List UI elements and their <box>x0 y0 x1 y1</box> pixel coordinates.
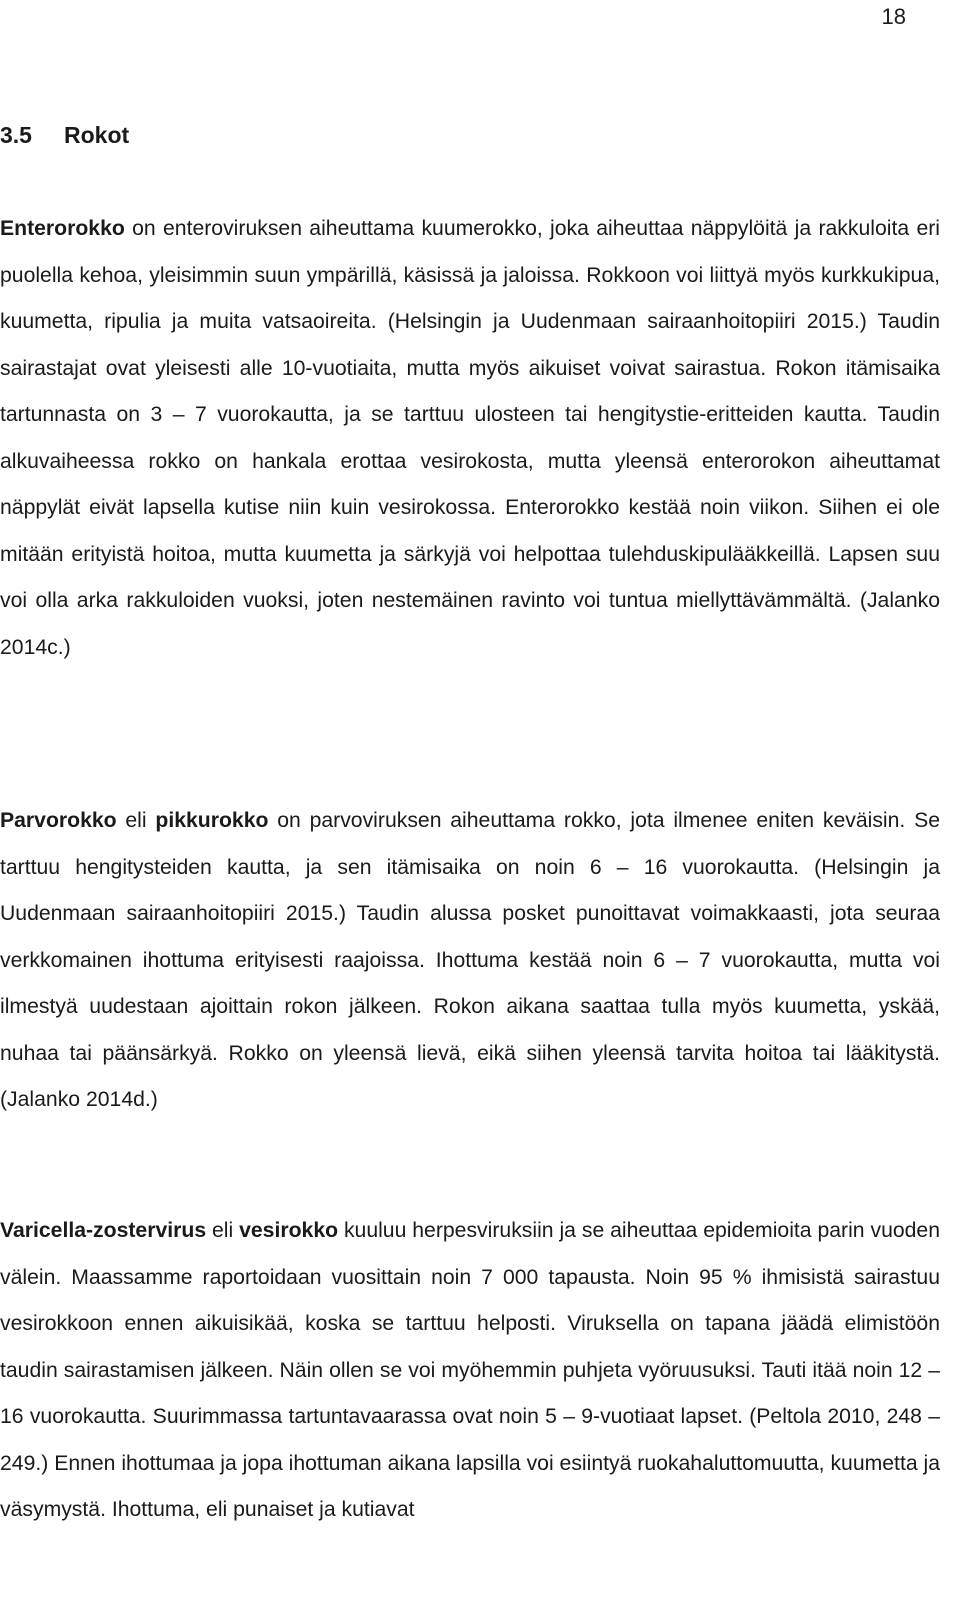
term-pikkurokko: pikkurokko <box>155 809 269 832</box>
paragraph-text: on enteroviruksen aiheuttama kuumerokko, joka aiheuttaa näppylöitä ja rakkuloita eri puolella kehoa, yleisimmin suun ympärillä, käsissä ja jaloissa. Rokkoon voi liittyä myös kurkkukipua, kuumetta, ripulia ja muita vatsaoireita. (Helsingin ja Uudenmaan sairaanhoitopiiri 2015.) Taudin sairastajat ovat yleisesti alle 10-vuotiaita, mutta myös aikuiset voivat sairastua. Rokon itämisaika tartunnasta on 3 – 7 vuorokautta, ja se tarttuu ulosteen tai hengitystie-eritteiden kautta. Taudin alkuvaiheessa rokko on hankala erottaa vesirokosta, mutta yleensä enterorokon aiheuttamat näppylät eivät lapsella kutise niin kuin vesirokossa. Enterorokko kestää noin viikon. Siihen ei ole mitään erityistä hoitoa, mutta kuumetta ja särkyjä voi helpottaa tulehduskipulääkkeillä. Lapsen suu voi olla arka rakkuloiden vuoksi, joten nestemäinen ravinto voi tuntua miellyttävämmältä. (Jalanko 2014c.) <box>0 217 940 659</box>
paragraph-text: on parvoviruksen aiheuttama rokko, jota ilmenee eniten keväisin. Se tarttuu hengitysteiden kautta, ja sen itämisaika on noin 6 – 16 vuorokautta. (Helsingin ja Uudenmaan sairaanhoitopiiri 2015.) Taudin alussa posket punoittavat voimakkaasti, jota seuraa verkkomainen ihottuma erityisesti raajoissa. Ihottuma kestää noin 6 – 7 vuorokautta, mutta voi ilmestyä uudestaan ajoittain rokon jälkeen. Rokon aikana saattaa tulla myös kuumetta, yskää, nuhaa tai päänsärkyä. Rokko on yleensä lievä, eikä siihen yleensä tarvita hoitoa tai lääkitystä. (Jalanko 2014d.) <box>0 809 940 1111</box>
page-number: 18 <box>881 4 906 29</box>
paragraph-parvorokko <box>0 798 940 1124</box>
connector-text: eli <box>206 1219 240 1242</box>
term-enterorokko: Enterorokko <box>0 217 125 240</box>
connector-text: eli <box>116 809 156 832</box>
term-parvorokko: Parvorokko <box>0 809 117 832</box>
section-heading <box>0 122 129 149</box>
term-vesirokko: vesirokko <box>239 1219 339 1242</box>
term-varicella-zostervirus: Varicella-zostervirus <box>0 1219 207 1242</box>
paragraph-text: kuuluu herpesviruksiin ja se aiheuttaa epidemioita parin vuoden välein. Maassamme raportoidaan vuosittain noin 7 000 tapausta. Noin 95 % ihmisistä sairastuu vesirokkoon ennen aikuisikää, koska se tarttuu helposti. Viruksella on tapana jäädä elimistöön taudin sairastamisen jälkeen. Näin ollen se voi myöhemmin puhjeta vyöruusuksi. Tauti itää noin 12 – 16 vuorokautta. Suurimmassa tartuntavaarassa ovat noin 5 – 9-vuotiaat lapset. (Peltola 2010, 248 – 249.) Ennen ihottumaa ja jopa ihottuman aikana lapsilla voi esiintyä ruokahaluttomuutta, kuumetta ja väsymystä. Ihottuma, eli punaiset ja kutiavat <box>0 1219 940 1521</box>
paragraph-enterorokko <box>0 206 940 671</box>
section-title: Rokot <box>64 122 130 148</box>
section-number: 3.5 <box>0 122 32 148</box>
paragraph-vesirokko <box>0 1208 940 1534</box>
